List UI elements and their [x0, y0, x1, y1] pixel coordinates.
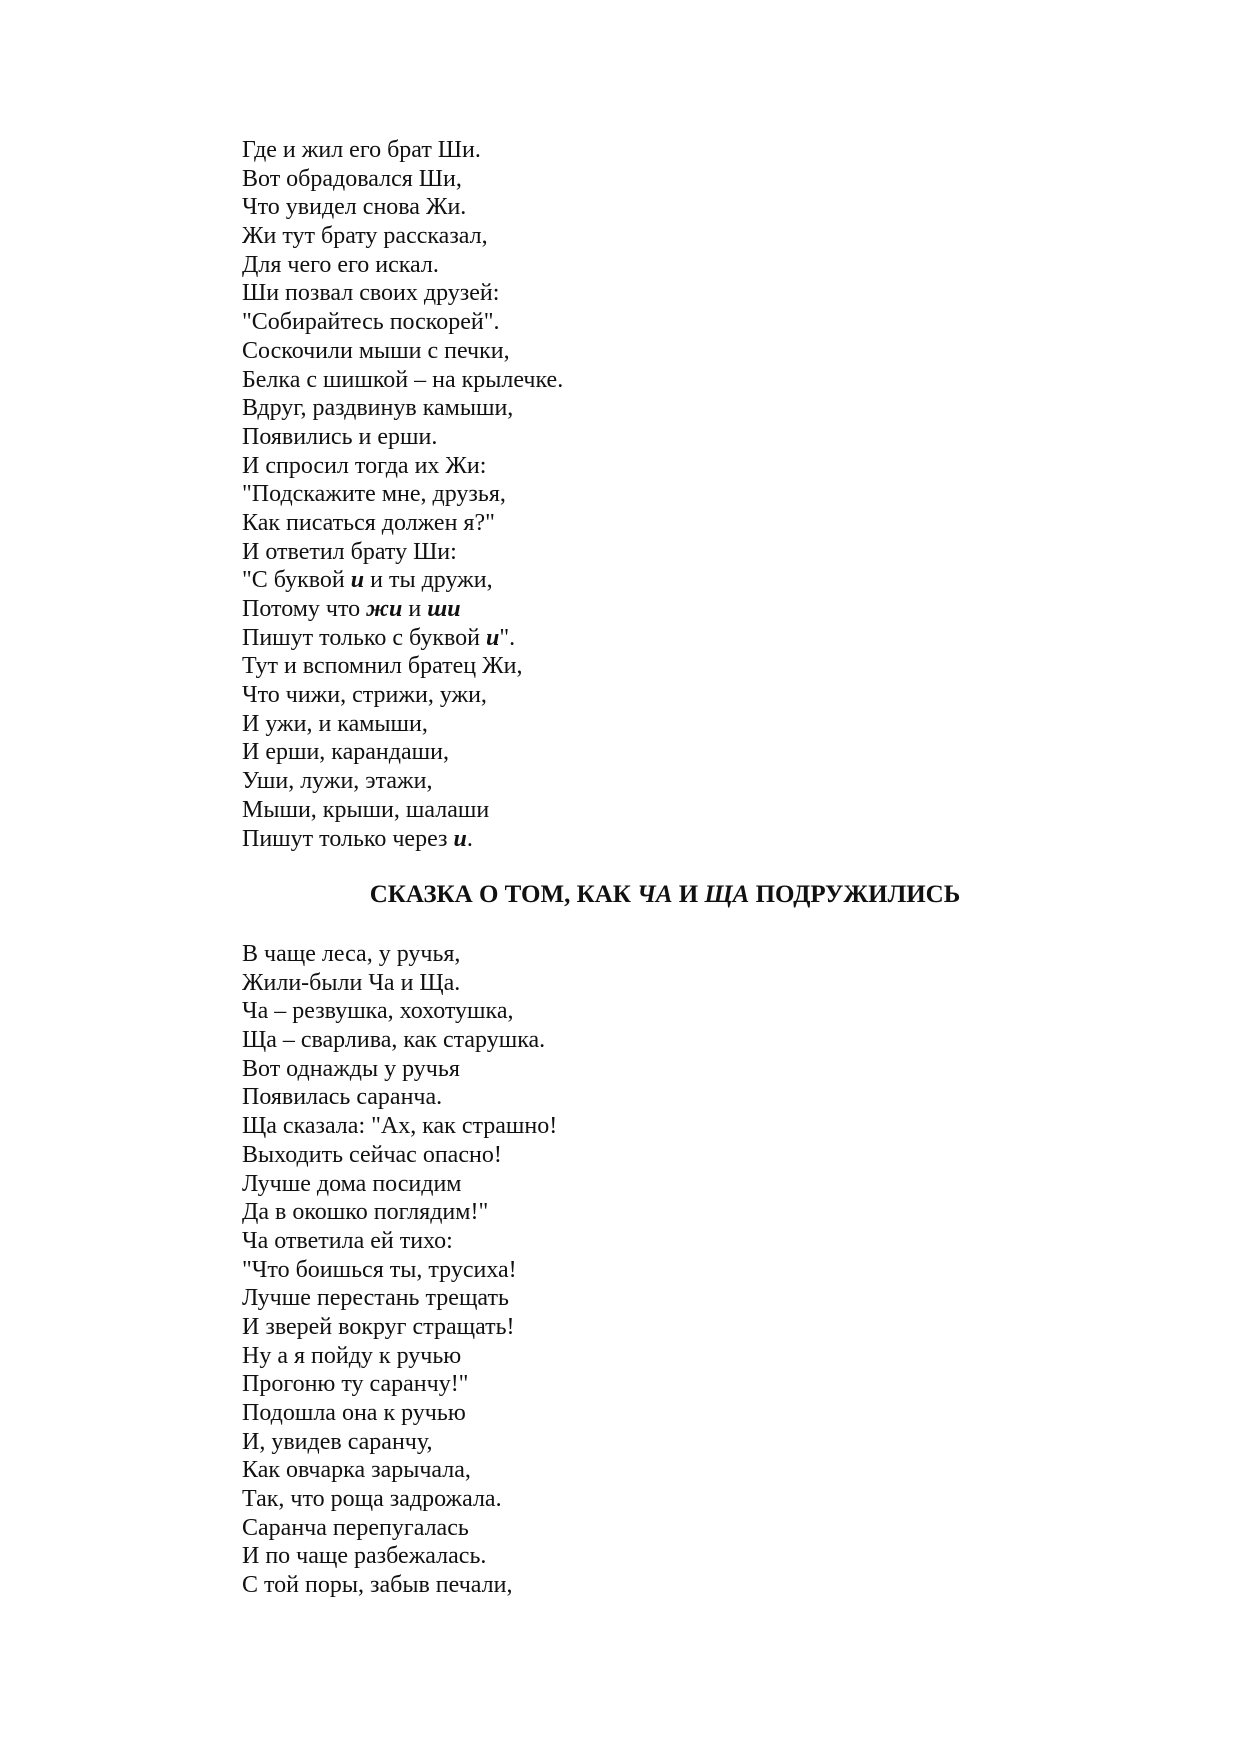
- poem-line-rule-letter: [242, 624, 563, 653]
- poem-line-final: [242, 825, 563, 854]
- poem-line: "Подскажите мне, друзья,: [242, 481, 506, 508]
- poem-line: Ши позвал своих друзей:: [242, 280, 500, 307]
- poem-line: Да в окошко поглядим!": [242, 1199, 489, 1226]
- heading-run: И: [672, 881, 705, 908]
- section-heading: [0, 880, 1240, 910]
- heading-run: ПОДРУЖИЛИСЬ: [749, 881, 961, 908]
- poem-line: Вот однажды у ручья: [242, 1055, 460, 1082]
- emphasized-syllable: жи: [366, 596, 403, 622]
- heading-italic-syllable: ЩА: [704, 881, 750, 908]
- heading-italic-syllable: ЧА: [637, 881, 673, 908]
- poem-line: Ща сказала: "Ах, как страшно!: [242, 1113, 558, 1140]
- poem-line: Ща – сварлива, как старушка.: [242, 1027, 546, 1054]
- text-run: и: [402, 596, 428, 622]
- poem-line: Жи тут брату рассказал,: [242, 223, 488, 250]
- poem-part-two: [242, 940, 557, 1600]
- emphasized-letter: и: [453, 825, 467, 852]
- emphasized-letter: и: [350, 567, 365, 594]
- poem-line: Появились и ерши.: [242, 423, 438, 450]
- text-run: ".: [499, 624, 516, 651]
- poem-line: Как писаться должен я?": [242, 509, 495, 536]
- text-run: "С буквой: [242, 567, 351, 594]
- text-run: и ты дружи,: [364, 567, 493, 594]
- poem-line: Жили-были Ча и Ща.: [242, 969, 461, 996]
- poem-line: И по чаще разбежалась.: [242, 1543, 487, 1570]
- poem-line: "Что боишься ты, трусиха!: [242, 1256, 517, 1283]
- poem-part-one: [242, 136, 563, 853]
- poem-line: Соскочили мыши с печки,: [242, 337, 510, 364]
- poem-line-rule-syllables: [242, 595, 563, 624]
- poem-line: Ча ответила ей тихо:: [242, 1227, 453, 1254]
- poem-line: Тут и вспомнил братец Жи,: [242, 653, 523, 680]
- poem-line: С той поры, забыв печали,: [242, 1572, 513, 1599]
- text-run: .: [466, 825, 473, 852]
- poem-line: Ну а я пойду к ручью: [242, 1342, 462, 1369]
- poem-line: Появилась саранча.: [242, 1084, 443, 1111]
- text-run: Пишут только через: [242, 825, 454, 852]
- poem-line: Так, что роща задрожала.: [242, 1486, 502, 1513]
- poem-line: Что увидел снова Жи.: [242, 194, 467, 221]
- emphasized-syllable: ши: [427, 596, 461, 622]
- poem-line: В чаще леса, у ручья,: [242, 941, 461, 967]
- poem-line: И ужи, и камыши,: [242, 710, 428, 737]
- poem-line: Вот обрадовался Ши,: [242, 165, 462, 192]
- poem-line: Ча – резвушка, хохотушка,: [242, 998, 514, 1025]
- poem-line: Как овчарка зарычала,: [242, 1457, 471, 1484]
- poem-line: Мыши, крыши, шалаши: [242, 796, 490, 823]
- poem-line: И ответил брату Ши:: [242, 538, 457, 565]
- text-run: Потому что: [242, 596, 367, 622]
- poem-line: Лучше перестань трещать: [242, 1285, 509, 1312]
- poem-line: И зверей вокруг стращать!: [242, 1313, 515, 1340]
- text-run: Пишут только с буквой: [242, 624, 486, 651]
- poem-line: И спросил тогда их Жи:: [242, 452, 487, 479]
- heading-run: СКАЗКА О ТОМ, КАК: [369, 881, 638, 908]
- poem-line: Выходить сейчас опасно!: [242, 1141, 502, 1168]
- poem-line: Белка с шишкой – на крылечке.: [242, 366, 564, 393]
- poem-line: Саранча перепугалась: [242, 1514, 469, 1541]
- poem-line: Лучше дома посидим: [242, 1170, 462, 1197]
- poem-line-rule-letter: [242, 566, 563, 595]
- poem-line: И ерши, карандаши,: [242, 739, 449, 766]
- emphasized-letter: и: [485, 624, 500, 651]
- poem-line: Для чего его искал.: [242, 251, 439, 278]
- poem-line: Вдруг, раздвинув камыши,: [242, 395, 514, 422]
- poem-line: И, увидев саранчу,: [242, 1428, 433, 1455]
- poem-line: Уши, лужи, этажи,: [242, 768, 433, 795]
- poem-line: "Собирайтесь поскорей".: [242, 309, 500, 336]
- poem-line: Подошла она к ручью: [242, 1400, 466, 1426]
- poem-line: Где и жил его брат Ши.: [242, 137, 481, 163]
- poem-line: Что чижи, стрижи, ужи,: [242, 682, 487, 709]
- poem-line: Прогоню ту саранчу!": [242, 1371, 469, 1398]
